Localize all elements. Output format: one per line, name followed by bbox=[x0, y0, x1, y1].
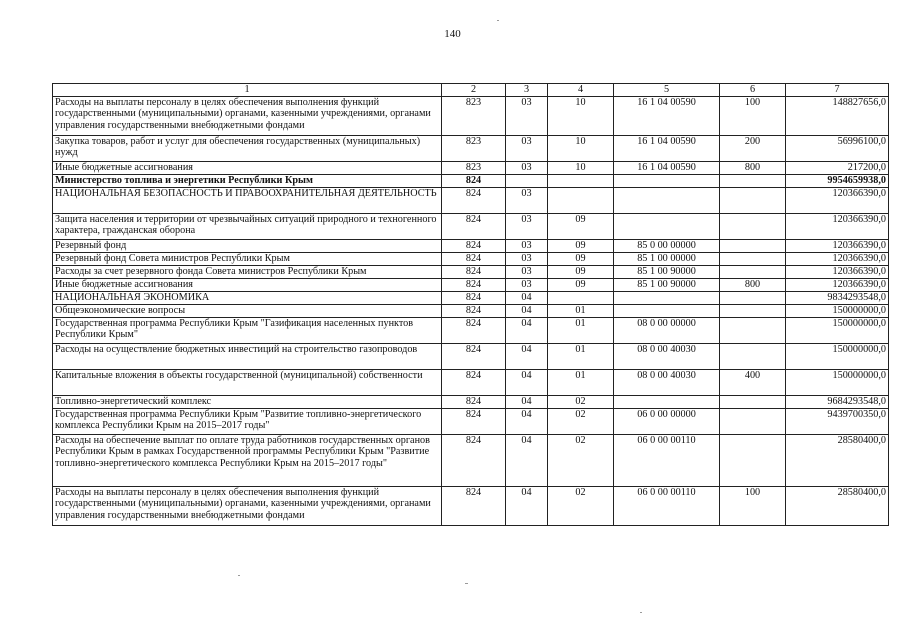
row-col-6 bbox=[720, 434, 786, 486]
header-col-1: 1 bbox=[53, 84, 442, 97]
row-amount: 120366390,0 bbox=[786, 213, 889, 239]
row-name: Резервный фонд bbox=[53, 239, 442, 252]
table-row bbox=[53, 395, 889, 408]
row-col-5: 06 0 00 00110 bbox=[614, 486, 720, 525]
row-col-4 bbox=[548, 291, 614, 304]
row-col-3: 04 bbox=[506, 304, 548, 317]
row-name: Расходы на осуществление бюджетных инвестиций на строительство газопроводов bbox=[53, 343, 442, 369]
row-amount: 120366390,0 bbox=[786, 252, 889, 265]
table-row bbox=[53, 187, 889, 213]
table-row bbox=[53, 252, 889, 265]
row-col-3: 04 bbox=[506, 369, 548, 395]
scan-mark bbox=[238, 575, 240, 576]
row-col-6 bbox=[720, 239, 786, 252]
row-col-5 bbox=[614, 291, 720, 304]
row-col-5: 08 0 00 40030 bbox=[614, 369, 720, 395]
row-col-4 bbox=[548, 187, 614, 213]
row-amount: 150000000,0 bbox=[786, 343, 889, 369]
row-amount: 150000000,0 bbox=[786, 369, 889, 395]
row-col-6 bbox=[720, 395, 786, 408]
row-col-3: 04 bbox=[506, 291, 548, 304]
table-row bbox=[53, 434, 889, 486]
row-col-2: 824 bbox=[442, 369, 506, 395]
row-col-4: 01 bbox=[548, 343, 614, 369]
header-col-3: 3 bbox=[506, 84, 548, 97]
row-col-6: 800 bbox=[720, 278, 786, 291]
row-col-2: 824 bbox=[442, 408, 506, 434]
row-col-5 bbox=[614, 187, 720, 213]
row-col-6 bbox=[720, 174, 786, 187]
row-amount: 28580400,0 bbox=[786, 434, 889, 486]
table-row bbox=[53, 408, 889, 434]
table-row bbox=[53, 343, 889, 369]
row-col-5: 85 1 00 90000 bbox=[614, 278, 720, 291]
row-name: Государственная программа Республики Крым "Развитие топливно-энергетического комплекса Республики Крым на 2015–2017 годы" bbox=[53, 408, 442, 434]
table-row bbox=[53, 174, 889, 187]
row-name: Расходы на обеспечение выплат по оплате труда работников государственных органов Республики Крым в рамках Государственной программы Республики Крым "Развитие топливно-энергетического комплекса Республики Крым на 2015–2017 годы" bbox=[53, 434, 442, 486]
table-row bbox=[53, 96, 889, 135]
row-amount: 150000000,0 bbox=[786, 317, 889, 343]
row-name: Иные бюджетные ассигнования bbox=[53, 278, 442, 291]
row-col-4: 02 bbox=[548, 395, 614, 408]
row-col-5: 85 0 00 00000 bbox=[614, 239, 720, 252]
row-col-2: 824 bbox=[442, 304, 506, 317]
header-col-4: 4 bbox=[548, 84, 614, 97]
row-col-5: 16 1 04 00590 bbox=[614, 135, 720, 161]
row-name: Капитальные вложения в объекты государственной (муниципальной) собственности bbox=[53, 369, 442, 395]
table-row bbox=[53, 213, 889, 239]
row-col-5: 85 1 00 90000 bbox=[614, 265, 720, 278]
row-col-2: 823 bbox=[442, 161, 506, 174]
table-row bbox=[53, 291, 889, 304]
row-col-4 bbox=[548, 174, 614, 187]
row-amount: 9684293548,0 bbox=[786, 395, 889, 408]
row-col-5: 16 1 04 00590 bbox=[614, 161, 720, 174]
row-col-6 bbox=[720, 265, 786, 278]
row-name: Общеэкономические вопросы bbox=[53, 304, 442, 317]
scan-mark bbox=[497, 20, 499, 21]
header-col-5: 5 bbox=[614, 84, 720, 97]
row-col-2: 824 bbox=[442, 278, 506, 291]
row-col-2: 824 bbox=[442, 174, 506, 187]
row-amount: 120366390,0 bbox=[786, 278, 889, 291]
header-row bbox=[53, 84, 889, 97]
row-col-2: 824 bbox=[442, 291, 506, 304]
row-col-4: 02 bbox=[548, 486, 614, 525]
table-row bbox=[53, 265, 889, 278]
row-col-2: 824 bbox=[442, 187, 506, 213]
row-amount: 9954659938,0 bbox=[786, 174, 889, 187]
row-col-3: 03 bbox=[506, 161, 548, 174]
row-col-4: 10 bbox=[548, 135, 614, 161]
row-col-3: 04 bbox=[506, 408, 548, 434]
row-name: Закупка товаров, работ и услуг для обеспечения государственных (муниципальных) нужд bbox=[53, 135, 442, 161]
header-col-6: 6 bbox=[720, 84, 786, 97]
row-col-3: 04 bbox=[506, 343, 548, 369]
row-col-4: 09 bbox=[548, 239, 614, 252]
row-col-2: 824 bbox=[442, 343, 506, 369]
row-name: Расходы за счет резервного фонда Совета министров Республики Крым bbox=[53, 265, 442, 278]
row-col-6 bbox=[720, 252, 786, 265]
row-amount: 56996100,0 bbox=[786, 135, 889, 161]
row-col-4: 09 bbox=[548, 278, 614, 291]
row-col-6 bbox=[720, 291, 786, 304]
row-amount: 28580400,0 bbox=[786, 486, 889, 525]
row-col-4: 10 bbox=[548, 161, 614, 174]
row-name: Топливно-энергетический комплекс bbox=[53, 395, 442, 408]
row-name: Резервный фонд Совета министров Республики Крым bbox=[53, 252, 442, 265]
row-col-3: 03 bbox=[506, 239, 548, 252]
row-col-4: 02 bbox=[548, 434, 614, 486]
table-row bbox=[53, 304, 889, 317]
row-col-2: 824 bbox=[442, 434, 506, 486]
table-row bbox=[53, 317, 889, 343]
row-col-6 bbox=[720, 408, 786, 434]
row-name: Расходы на выплаты персоналу в целях обеспечения выполнения функций государственными (муниципальными) органами, казенными учреждениями, органами управления государственными внебюджетными фондами bbox=[53, 486, 442, 525]
row-col-2: 824 bbox=[442, 486, 506, 525]
row-name: Государственная программа Республики Крым "Газификация населенных пунктов Республики Крым" bbox=[53, 317, 442, 343]
row-name: Расходы на выплаты персоналу в целях обеспечения выполнения функций государственными (муниципальными) органами, казенными учреждениями, органами управления государственными внебюджетными фондами bbox=[53, 96, 442, 135]
table-row bbox=[53, 278, 889, 291]
row-col-5: 06 0 00 00110 bbox=[614, 434, 720, 486]
header-col-2: 2 bbox=[442, 84, 506, 97]
row-col-6 bbox=[720, 304, 786, 317]
row-col-3: 04 bbox=[506, 317, 548, 343]
row-name: НАЦИОНАЛЬНАЯ ЭКОНОМИКА bbox=[53, 291, 442, 304]
row-col-2: 824 bbox=[442, 239, 506, 252]
row-col-6: 100 bbox=[720, 486, 786, 525]
row-name: Иные бюджетные ассигнования bbox=[53, 161, 442, 174]
row-col-4: 01 bbox=[548, 304, 614, 317]
row-col-6: 400 bbox=[720, 369, 786, 395]
row-col-2: 824 bbox=[442, 265, 506, 278]
row-amount: 148827656,0 bbox=[786, 96, 889, 135]
page-number: 140 bbox=[444, 28, 461, 40]
row-name: Защита населения и территории от чрезвычайных ситуаций природного и техногенного характера, гражданская оборона bbox=[53, 213, 442, 239]
row-col-4: 09 bbox=[548, 213, 614, 239]
row-amount: 9439700350,0 bbox=[786, 408, 889, 434]
row-col-5: 08 0 00 00000 bbox=[614, 317, 720, 343]
row-col-4: 01 bbox=[548, 369, 614, 395]
row-col-6 bbox=[720, 187, 786, 213]
table-row bbox=[53, 135, 889, 161]
row-col-3: 03 bbox=[506, 96, 548, 135]
row-amount: 217200,0 bbox=[786, 161, 889, 174]
row-col-6 bbox=[720, 213, 786, 239]
row-col-5 bbox=[614, 304, 720, 317]
row-col-6 bbox=[720, 317, 786, 343]
row-col-3: 03 bbox=[506, 187, 548, 213]
row-col-5: 16 1 04 00590 bbox=[614, 96, 720, 135]
row-col-2: 824 bbox=[442, 252, 506, 265]
budget-table bbox=[52, 83, 889, 526]
row-col-3: 04 bbox=[506, 434, 548, 486]
table-row bbox=[53, 239, 889, 252]
row-col-5 bbox=[614, 213, 720, 239]
row-col-5: 85 1 00 00000 bbox=[614, 252, 720, 265]
table-row bbox=[53, 486, 889, 525]
scan-mark bbox=[640, 612, 642, 613]
row-col-2: 824 bbox=[442, 395, 506, 408]
row-col-6 bbox=[720, 343, 786, 369]
scan-mark bbox=[465, 583, 468, 584]
row-col-5 bbox=[614, 395, 720, 408]
row-col-3: 03 bbox=[506, 135, 548, 161]
row-col-5 bbox=[614, 174, 720, 187]
row-col-4: 01 bbox=[548, 317, 614, 343]
row-name: НАЦИОНАЛЬНАЯ БЕЗОПАСНОСТЬ И ПРАВООХРАНИТЕЛЬНАЯ ДЕЯТЕЛЬНОСТЬ bbox=[53, 187, 442, 213]
row-col-2: 824 bbox=[442, 213, 506, 239]
row-col-4: 10 bbox=[548, 96, 614, 135]
row-amount: 120366390,0 bbox=[786, 265, 889, 278]
row-col-5: 08 0 00 40030 bbox=[614, 343, 720, 369]
row-col-6: 200 bbox=[720, 135, 786, 161]
row-col-4: 09 bbox=[548, 252, 614, 265]
header-col-7: 7 bbox=[786, 84, 889, 97]
row-col-3: 03 bbox=[506, 213, 548, 239]
row-col-3 bbox=[506, 174, 548, 187]
row-col-6: 800 bbox=[720, 161, 786, 174]
row-amount: 9834293548,0 bbox=[786, 291, 889, 304]
row-amount: 150000000,0 bbox=[786, 304, 889, 317]
row-col-4: 09 bbox=[548, 265, 614, 278]
table-row bbox=[53, 161, 889, 174]
row-col-3: 04 bbox=[506, 395, 548, 408]
row-col-3: 04 bbox=[506, 486, 548, 525]
row-col-3: 03 bbox=[506, 265, 548, 278]
table-row bbox=[53, 369, 889, 395]
row-col-2: 824 bbox=[442, 317, 506, 343]
row-col-6: 100 bbox=[720, 96, 786, 135]
row-col-3: 03 bbox=[506, 278, 548, 291]
row-amount: 120366390,0 bbox=[786, 187, 889, 213]
row-col-3: 03 bbox=[506, 252, 548, 265]
row-col-4: 02 bbox=[548, 408, 614, 434]
row-col-2: 823 bbox=[442, 96, 506, 135]
row-name: Министерство топлива и энергетики Республики Крым bbox=[53, 174, 442, 187]
row-amount: 120366390,0 bbox=[786, 239, 889, 252]
row-col-5: 06 0 00 00000 bbox=[614, 408, 720, 434]
row-col-2: 823 bbox=[442, 135, 506, 161]
